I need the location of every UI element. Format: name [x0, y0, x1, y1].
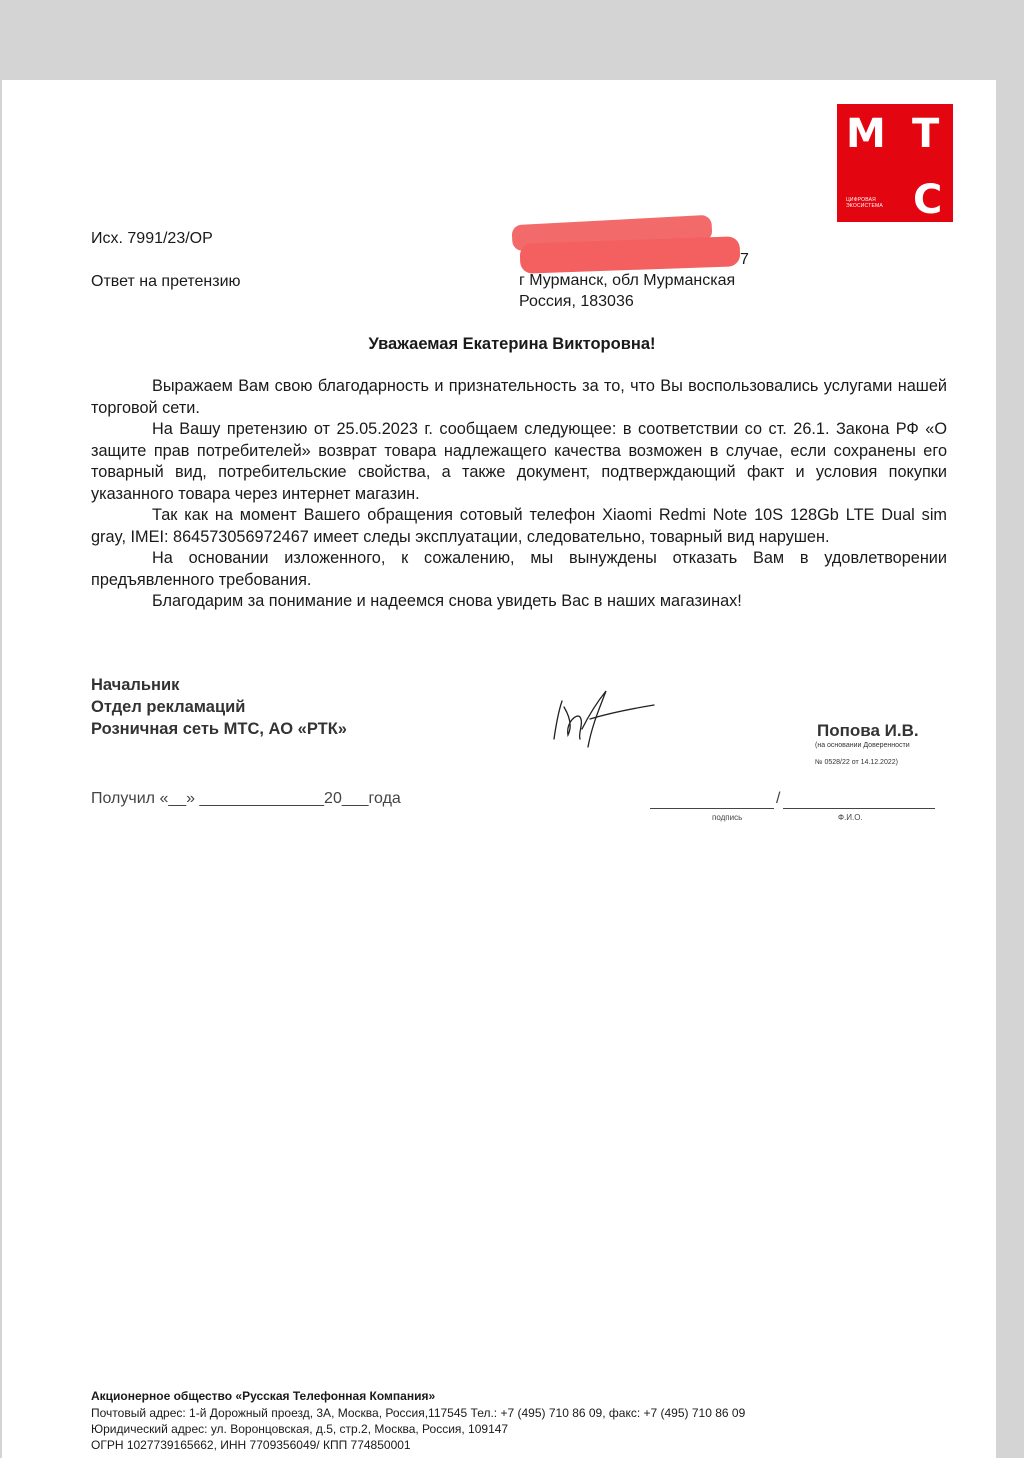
- outgoing-reference: Исх. 7991/23/ОР: [91, 230, 213, 247]
- signature-separator: /: [776, 790, 781, 807]
- address-city: г Мурманск, обл Мурманская: [519, 272, 736, 289]
- paragraph-5: Благодарим за понимание и надеемся снова увидеть Вас в наших магазинах!: [152, 592, 742, 610]
- address-fragment: 7: [740, 251, 749, 268]
- paragraph-2: На Вашу претензию от 25.05.2023 г. сообщаем следующее: в соответствии со ст. 26.1. Закона РФ «О защите прав потребителей» возврат товара надлежащего качества возможен в случае, если сохранены его товарный вид, потребительские свойства, а также документ, подтверждающий факт и условия покупки указанного товара через интернет магазин.: [91, 420, 947, 503]
- signer-organization: Розничная сеть МТС, АО «РТК»: [91, 720, 347, 738]
- logo-tagline-line-2: ЭКОСИСТЕМА: [846, 203, 883, 209]
- paragraph-3: Так как на момент Вашего обращения сотовый телефон Xiaomi Redmi Note 10S 128Gb LTE Dual sim gray, IMEI: 864573056972467 имеет следы эксплуатации, следовательно, товарный вид нарушен.: [91, 506, 947, 546]
- logo-tagline: [846, 197, 883, 209]
- signature-label: подпись: [712, 813, 743, 822]
- footer-postal-address: Почтовый адрес: 1-й Дорожный проезд, 3А, Москва, Россия,117545 Тел.: +7 (495) 710 86 09, факс: +7 (495) 710 86 09: [91, 1406, 746, 1420]
- signature-line: [650, 808, 774, 809]
- signer-position: Начальник: [91, 676, 180, 694]
- address-country: Россия, 183036: [519, 293, 634, 310]
- name-label: Ф.И.О.: [838, 813, 863, 822]
- power-of-attorney-basis: (на основании Доверенности: [815, 742, 910, 749]
- mts-logo: [837, 104, 953, 222]
- signer-department: Отдел рекламаций: [91, 698, 246, 716]
- paragraph-4: На основании изложенного, к сожалению, мы вынуждены отказать Вам в удовлетворении предъявленного требования.: [91, 549, 947, 589]
- handwritten-signature: [550, 683, 660, 753]
- letter-body: [91, 376, 947, 613]
- name-line: [783, 808, 935, 809]
- footer-legal-address: Юридический адрес: ул. Воронцовская, д.5, стр.2, Москва, Россия, 109147: [91, 1422, 509, 1436]
- logo-letter-s: С: [913, 177, 943, 223]
- footer-company: Акционерное общество «Русская Телефонная Компания»: [91, 1389, 436, 1403]
- logo-letter-t: Т: [912, 111, 940, 157]
- logo-tagline-line-1: ЦИФРОВАЯ: [846, 197, 876, 203]
- received-line: Получил «__» ______________20___года: [91, 790, 401, 807]
- signer-name: Попова И.В.: [817, 721, 919, 740]
- power-of-attorney-number: № 0528/22 от 14.12.2022): [815, 759, 898, 766]
- letter-subject: Ответ на претензию: [91, 273, 241, 290]
- paragraph-1: Выражаем Вам свою благодарность и признательность за то, что Вы воспользовались услугами нашей торговой сети.: [91, 377, 947, 417]
- footer-registration-ids: ОГРН 1027739165662, ИНН 7709356049/ КПП 774850001: [91, 1438, 411, 1452]
- logo-letter-m: М: [846, 111, 886, 157]
- greeting: Уважаемая Екатерина Викторовна!: [368, 335, 656, 353]
